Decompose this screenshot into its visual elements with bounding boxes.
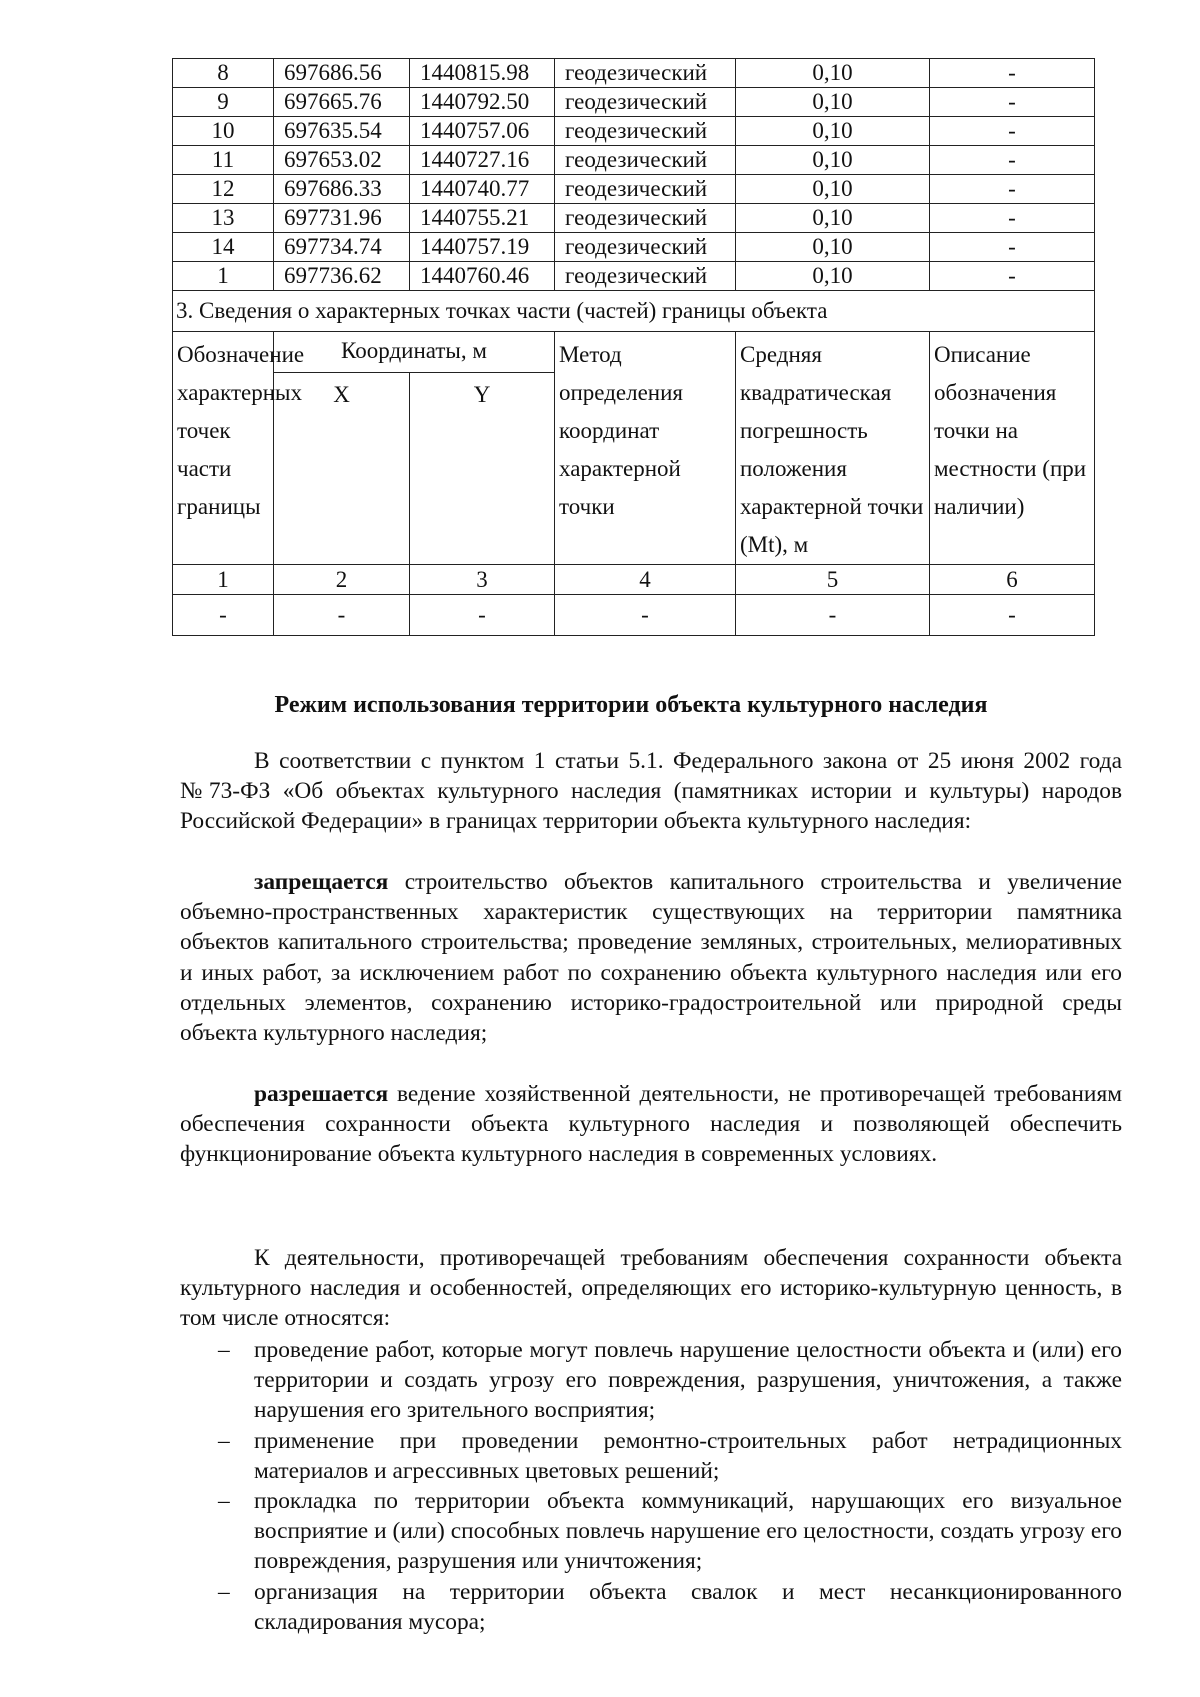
description-cell: - xyxy=(930,175,1095,204)
point-number-cell: 13 xyxy=(173,204,274,233)
table-row xyxy=(173,59,1095,88)
dash-bullet: – xyxy=(218,1488,230,1515)
dash-bullet: – xyxy=(218,1427,230,1454)
header-description: Описание обозначения точки на местности (при наличии) xyxy=(930,332,1095,565)
description-cell: - xyxy=(930,233,1095,262)
coord-y-cell: 1440727.16 xyxy=(410,146,555,175)
header-method: Метод определения координат характерной точки xyxy=(555,332,736,565)
mean-error-cell: 0,10 xyxy=(736,88,930,117)
mean-error-cell: 0,10 xyxy=(736,233,930,262)
coord-x-cell: 697736.62 xyxy=(274,262,410,291)
mean-error-cell: 0,10 xyxy=(736,204,930,233)
method-cell: геодезический xyxy=(555,204,736,233)
coord-y-cell: 1440760.46 xyxy=(410,262,555,291)
point-number-cell: 11 xyxy=(173,146,274,175)
description-cell: - xyxy=(930,117,1095,146)
list-item-text: прокладка по территории объекта коммуникаций, нарушающих его визуальное восприятие и (или) способных повлечь нарушение его целостности, создать угрозу его повреждения, разрушения или уничтожения; xyxy=(254,1488,1122,1575)
list-item-text: организация на территории объекта свалок и мест несанкционированного складирования мусора; xyxy=(254,1578,1122,1635)
coord-x-cell: 697734.74 xyxy=(274,233,410,262)
list-item xyxy=(180,1335,1122,1426)
point-number-cell: 14 xyxy=(173,233,274,262)
activities-intro-text: К деятельности, противоречащей требованиям обеспечения сохранности объекта культурного наследия и особенностей, определяющих его историко-культурную ценность, в том числе относятся: xyxy=(180,1245,1122,1332)
prohibited-activities-list xyxy=(180,1335,1122,1637)
description-cell: - xyxy=(930,59,1095,88)
table-row xyxy=(173,175,1095,204)
list-item xyxy=(180,1577,1122,1637)
table-row xyxy=(173,146,1095,175)
allowed-text: ведение хозяйственной деятельности, не противоречащей требованиям обеспечения сохранности объекта культурного наследия и позволяющей обеспечить функционирование объекта культурного наследия в современных условиях. xyxy=(180,1081,1122,1168)
header-error: Средняя квадратическая погрешность положения характерной точки (Mt), м xyxy=(736,332,930,565)
point-number-cell: 10 xyxy=(173,117,274,146)
empty-cell: - xyxy=(736,595,930,636)
forbidden-paragraph xyxy=(180,867,1122,1048)
method-cell: геодезический xyxy=(555,146,736,175)
column-number: 1 xyxy=(173,565,274,595)
list-item xyxy=(180,1426,1122,1486)
coord-y-cell: 1440755.21 xyxy=(410,204,555,233)
point-number-cell: 1 xyxy=(173,262,274,291)
point-number-cell: 9 xyxy=(173,88,274,117)
list-item-text: проведение работ, которые могут повлечь нарушение целостности объекта и (или) его территории и создать угрозу его повреждения, разрушения, уничтожения, а также нарушения его зрительного восприятия; xyxy=(254,1337,1122,1424)
coord-x-cell: 697653.02 xyxy=(274,146,410,175)
coord-y-cell: 1440815.98 xyxy=(410,59,555,88)
description-cell: - xyxy=(930,146,1095,175)
header-x: X xyxy=(274,372,410,564)
method-cell: геодезический xyxy=(555,233,736,262)
table-row xyxy=(173,204,1095,233)
column-number: 2 xyxy=(274,565,410,595)
method-cell: геодезический xyxy=(555,175,736,204)
table-header-row xyxy=(173,332,1095,373)
column-number: 4 xyxy=(555,565,736,595)
coordinates-table-body xyxy=(173,59,1095,636)
intro-text: В соответствии с пунктом 1 статьи 5.1. Федерального закона от 25 июня 2002 года №73-ФЗ «Об объектах культурного наследия (памятниках истории и культуры) народов Российской Федерации» в границах территории объекта культурного наследия: xyxy=(180,748,1122,835)
coord-x-cell: 697665.76 xyxy=(274,88,410,117)
method-cell: геодезический xyxy=(555,262,736,291)
coord-y-cell: 1440757.19 xyxy=(410,233,555,262)
coordinates-table xyxy=(172,58,1095,636)
allowed-paragraph xyxy=(180,1079,1122,1170)
header-coordinates: Координаты, м xyxy=(274,332,555,373)
method-cell: геодезический xyxy=(555,88,736,117)
coord-x-cell: 697686.33 xyxy=(274,175,410,204)
list-item-text: применение при проведении ремонтно-строительных работ нетрадиционных материалов и агрессивных цветовых решений; xyxy=(254,1427,1122,1484)
mean-error-cell: 0,10 xyxy=(736,262,930,291)
empty-cell: - xyxy=(555,595,736,636)
coord-y-cell: 1440757.06 xyxy=(410,117,555,146)
coord-y-cell: 1440792.50 xyxy=(410,88,555,117)
column-number: 3 xyxy=(410,565,555,595)
dash-bullet: – xyxy=(218,1337,230,1363)
column-number: 5 xyxy=(736,565,930,595)
allowed-label: разрешается xyxy=(254,1081,389,1107)
mean-error-cell: 0,10 xyxy=(736,175,930,204)
list-item xyxy=(180,1486,1122,1577)
dash-bullet: – xyxy=(218,1578,230,1605)
table-row xyxy=(173,262,1095,291)
method-cell: геодезический xyxy=(555,59,736,88)
empty-cell: - xyxy=(930,595,1095,636)
empty-data-row xyxy=(173,595,1095,636)
section3-title-row xyxy=(173,291,1095,332)
section3-title: 3. Сведения о характерных точках части (частей) границы объекта xyxy=(173,291,1095,332)
description-cell: - xyxy=(930,204,1095,233)
empty-cell: - xyxy=(173,595,274,636)
mean-error-cell: 0,10 xyxy=(736,59,930,88)
method-cell: геодезический xyxy=(555,117,736,146)
empty-cell: - xyxy=(410,595,555,636)
table-row xyxy=(173,88,1095,117)
forbidden-text: строительство объектов капитального строительства и увеличение объемно-пространственных характеристик существующих на территории памятника объектов капитального строительства; проведение земляных, строительных, мелиоративных и иных работ, за исключением работ по сохранению объекта культурного наследия или его отдельных элементов, сохранению историко-градостроительной или природной среды объекта культурного наследия; xyxy=(180,869,1122,1047)
section-heading: Режим использования территории объекта культурного наследия xyxy=(274,692,988,718)
mean-error-cell: 0,10 xyxy=(736,117,930,146)
activities-intro-paragraph xyxy=(180,1243,1122,1334)
forbidden-label: запрещается xyxy=(254,869,389,895)
column-numbers-row xyxy=(173,565,1095,595)
header-y: Y xyxy=(410,372,555,564)
coord-x-cell: 697635.54 xyxy=(274,117,410,146)
column-number: 6 xyxy=(930,565,1095,595)
coord-y-cell: 1440740.77 xyxy=(410,175,555,204)
table-row xyxy=(173,117,1095,146)
header-designation: Обозначение характерных точек части границы xyxy=(173,332,274,565)
point-number-cell: 8 xyxy=(173,59,274,88)
coord-x-cell: 697686.56 xyxy=(274,59,410,88)
mean-error-cell: 0,10 xyxy=(736,146,930,175)
description-cell: - xyxy=(930,262,1095,291)
description-cell: - xyxy=(930,88,1095,117)
intro-paragraph xyxy=(180,746,1122,837)
coord-x-cell: 697731.96 xyxy=(274,204,410,233)
table-row xyxy=(173,233,1095,262)
empty-cell: - xyxy=(274,595,410,636)
point-number-cell: 12 xyxy=(173,175,274,204)
